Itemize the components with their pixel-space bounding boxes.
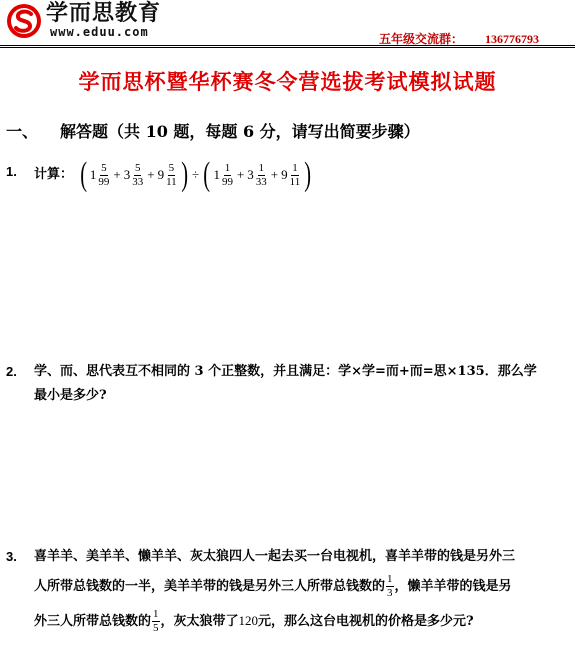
numerator: 1 xyxy=(387,573,393,585)
logo-icon xyxy=(6,3,42,39)
mixed-whole: 3 xyxy=(123,167,131,182)
problem-line: 最小是多少? xyxy=(34,388,107,403)
mixed-whole: 3 xyxy=(247,167,254,182)
problem-3 xyxy=(6,543,566,643)
numerator: 1 xyxy=(153,608,159,620)
problem-body xyxy=(34,158,314,192)
numerator: 1 xyxy=(224,161,231,174)
fraction xyxy=(165,162,178,189)
section-text: 解答题（共 10 题，每题 6 分，请写出简要步骤） xyxy=(60,122,420,141)
page-title: 学而思杯暨华杯赛冬令营选拔考试模拟试题 xyxy=(78,70,497,94)
problem-line: 学、而、思代表互不相同的 3 个正整数，并且满足：学×学=而+而=思×135．那么学 xyxy=(34,364,537,379)
text-segment: ，灰太狼带了 xyxy=(160,614,239,629)
paren-close: ) xyxy=(180,156,188,193)
denominator: 99 xyxy=(221,175,233,188)
numerator: 5 xyxy=(168,161,175,174)
fraction xyxy=(255,162,268,189)
divide-sign: ÷ xyxy=(191,167,200,182)
fraction xyxy=(97,162,110,189)
problem-number: 1. xyxy=(6,164,17,179)
denominator: 3 xyxy=(387,587,393,599)
denominator: 11 xyxy=(289,175,301,188)
math-expression xyxy=(78,158,314,192)
paren-open: ( xyxy=(79,156,87,193)
text-segment: 人所带总钱数的一半，美羊羊带的钱是另外三人所带总钱数的 xyxy=(34,579,386,594)
problem-body-cont xyxy=(34,382,107,410)
plus-sign: + xyxy=(113,167,121,182)
problem-body xyxy=(34,358,537,386)
fraction xyxy=(221,162,234,189)
denominator: 99 xyxy=(98,175,110,188)
problem-number: 2. xyxy=(6,364,17,379)
mixed-whole: 1 xyxy=(213,167,220,182)
problem-line xyxy=(34,573,512,601)
text-segment: 元，那么这台电视机的价格是多少元? xyxy=(258,614,474,629)
numerator: 1 xyxy=(292,161,298,174)
mixed-whole: 9 xyxy=(281,167,288,182)
plus-sign: + xyxy=(236,167,245,182)
denominator: 11 xyxy=(166,175,177,188)
fraction xyxy=(289,162,302,189)
text-segment: 外三人所带总钱数的 xyxy=(34,614,152,629)
problem-body-cont xyxy=(34,573,512,601)
problem-number: 3. xyxy=(6,549,17,564)
text-segment: ，懒羊羊带的钱是另 xyxy=(394,579,512,594)
denominator: 5 xyxy=(153,622,159,634)
mixed-whole: 9 xyxy=(157,167,165,182)
problem-line xyxy=(34,607,474,636)
fraction xyxy=(152,608,160,635)
plus-sign: + xyxy=(147,167,155,182)
section-heading xyxy=(6,119,420,142)
fraction xyxy=(131,162,144,189)
problem-body xyxy=(34,543,515,571)
section-number: 一、 xyxy=(6,122,39,141)
group-label: 五年级交流群： xyxy=(378,32,463,46)
header-divider-2 xyxy=(0,47,575,48)
denominator: 33 xyxy=(255,175,267,188)
problem-2 xyxy=(6,358,566,418)
numerator: 1 xyxy=(258,161,265,174)
logo-url: www.eduu.com xyxy=(50,25,149,39)
numerator: 5 xyxy=(134,161,141,174)
logo-text: 学而思教育 xyxy=(46,1,162,26)
group-number: 136776793 xyxy=(485,32,539,46)
problem-label: 计算： xyxy=(34,167,74,182)
fraction xyxy=(386,573,394,600)
amount-value: 120 xyxy=(238,613,259,628)
problem-line: 喜羊羊、美羊羊、懒羊羊、灰太狼四人一起去买一台电视机，喜羊羊带的钱是另外三 xyxy=(34,549,516,564)
problem-1 xyxy=(6,156,566,196)
header-divider xyxy=(0,45,575,46)
denominator: 33 xyxy=(132,175,144,188)
problem-body-cont xyxy=(34,607,474,636)
numerator: 5 xyxy=(101,161,107,174)
paren-open: ( xyxy=(203,156,211,193)
mixed-whole: 1 xyxy=(89,167,97,182)
plus-sign: + xyxy=(270,167,279,182)
paren-close: ) xyxy=(304,156,312,193)
page-header xyxy=(0,0,575,46)
